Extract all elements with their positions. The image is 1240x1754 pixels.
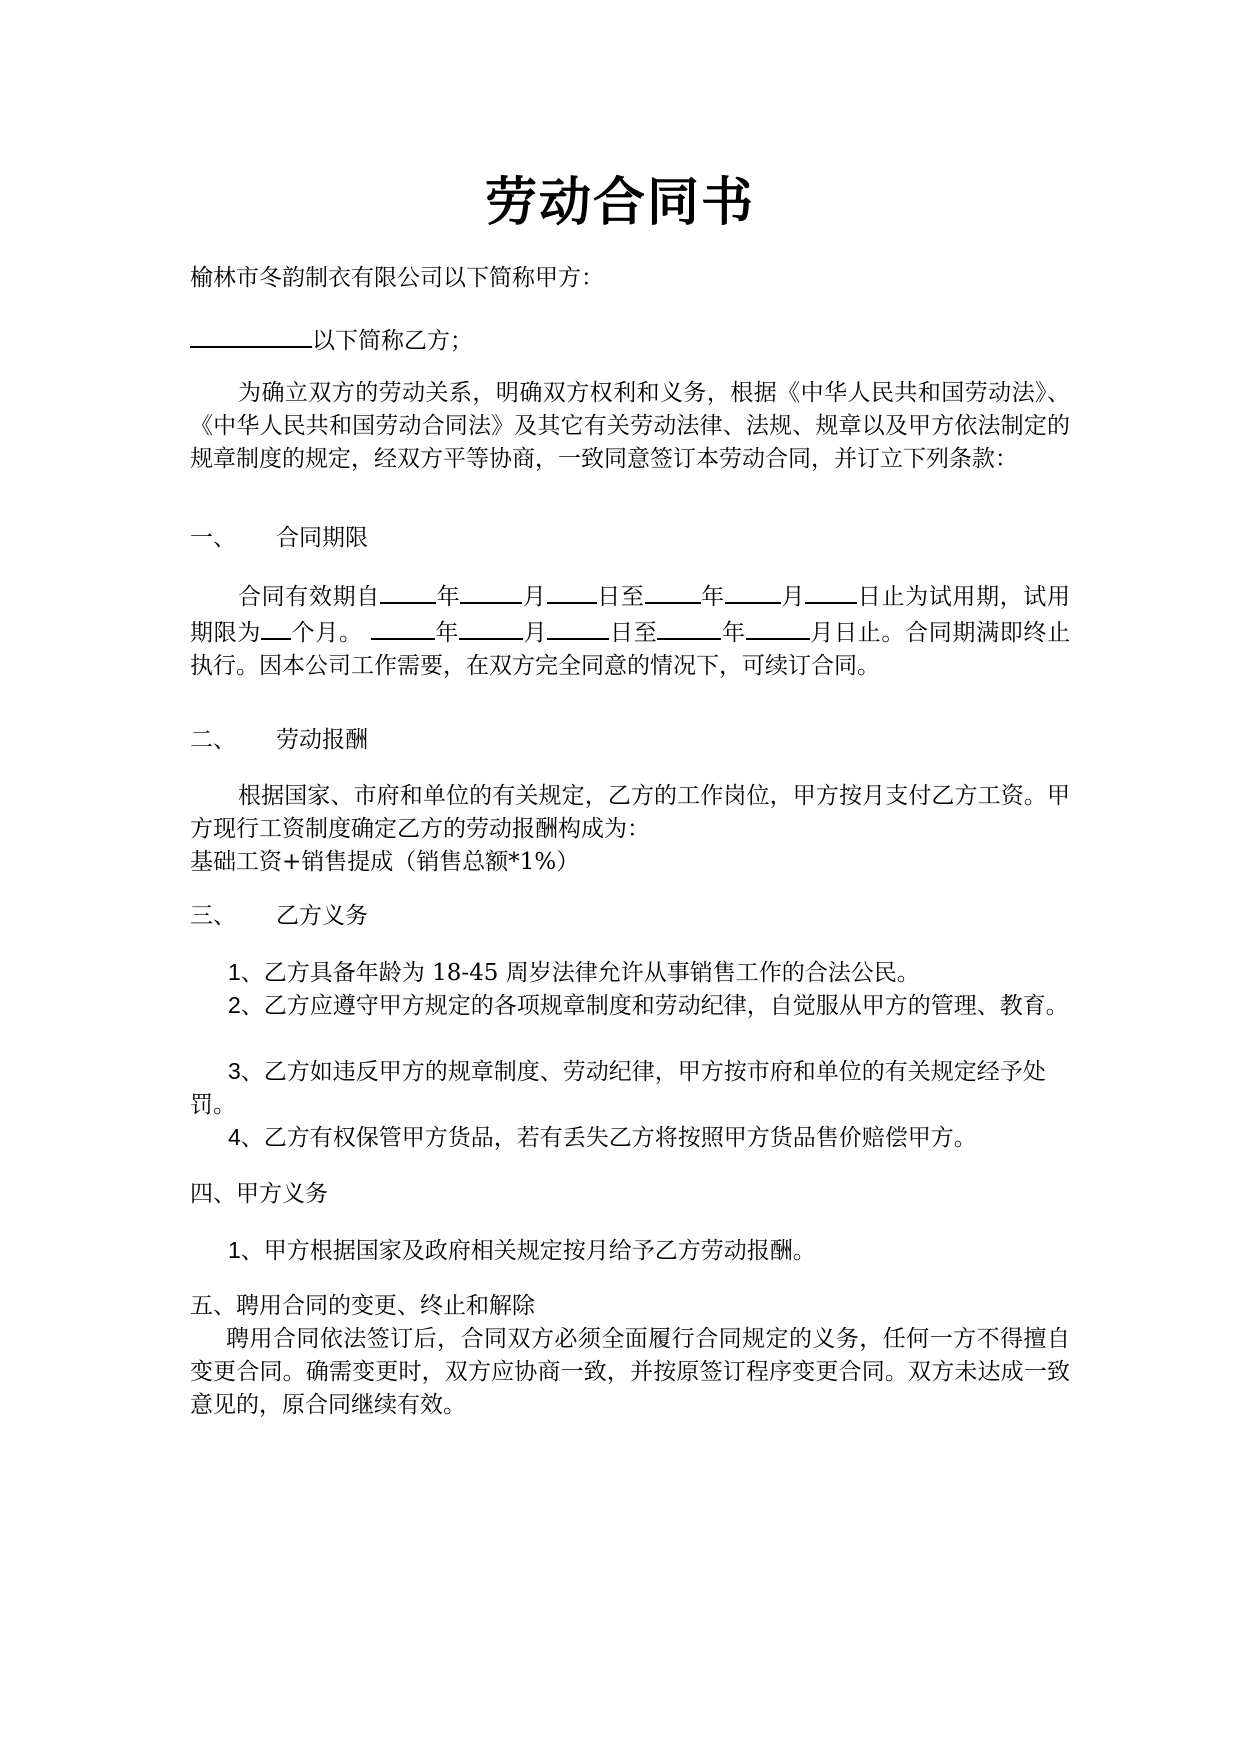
trial-tail-label: 日止为试用期，试用期限为	[190, 584, 1071, 646]
party-b-suffix: 以下简称乙方；	[312, 328, 473, 354]
party-b-line	[190, 322, 1070, 358]
end-year-blank[interactable]	[657, 614, 721, 640]
year-label: 年	[434, 620, 460, 646]
item-text: 、甲方根据国家及政府相关规定按月给予乙方劳动报酬。	[240, 1238, 816, 1264]
year-label: 年	[435, 584, 461, 610]
day-to-label: 日至	[596, 584, 645, 610]
end-tail-label: 日止。合同期满即终止执行。因本公司工作需要，在双方完全同意的情况下，可续订合同。	[190, 620, 1071, 679]
intro-paragraph: 为确立双方的劳动关系，明确双方权利和义务，根据《中华人民共和国劳动法》、《中华人民共和国劳动合同法》及其它有关劳动法律、法规、规章以及甲方依法制定的规章制度的规定，经双方平等协商，一致同意签订本劳动合同，并订立下列条款：	[190, 380, 1070, 472]
year-label: 年	[700, 584, 725, 610]
list-item	[190, 1234, 1070, 1268]
start-day-blank[interactable]	[547, 578, 597, 604]
item-number: 4	[228, 1124, 241, 1150]
party-a-line: 榆林市冬韵制衣有限公司以下简称甲方：	[190, 265, 604, 291]
month-label: 月	[780, 584, 806, 610]
section-3-title: 乙方义务	[276, 903, 368, 929]
section-2-title: 劳动报酬	[276, 727, 368, 753]
end-start-day-blank[interactable]	[547, 614, 609, 640]
document-title: 劳动合同书	[484, 173, 755, 233]
salary-formula: 基础工资+销售提成（销售总额*1%）	[190, 849, 580, 875]
section-2-paragraph: 根据国家、市府和单位的有关规定，乙方的工作岗位，甲方按月支付乙方工资。甲方现行工资制度确定乙方的劳动报酬构成为：	[190, 783, 1070, 842]
section-3-heading	[190, 900, 1070, 933]
list-item	[190, 989, 1070, 1023]
start-year-blank[interactable]	[380, 578, 436, 604]
section-1-title: 合同期限	[276, 525, 368, 551]
section-5-heading: 五、聘用合同的变更、终止和解除	[190, 1293, 535, 1319]
section-5-paragraph: 聘用合同依法签订后，合同双方必须全面履行合同规定的义务，任何一方不得擅自变更合同。确需变更时，双方应协商一致，并按原签订程序变更合同。双方未达成一致意见的，原合同继续有效。	[190, 1326, 1070, 1418]
trial-end-year-blank[interactable]	[645, 578, 701, 604]
item-number: 2	[228, 992, 241, 1018]
trial-end-month-blank[interactable]	[725, 578, 781, 604]
month-label: 月	[522, 584, 547, 610]
item-text: 、乙方具备年龄为 18-45 周岁法律允许从事销售工作的合法公民。	[240, 960, 920, 986]
year-label: 年	[721, 620, 746, 646]
section-2-heading	[190, 724, 1070, 757]
section-1-paragraph	[190, 578, 1070, 683]
item-number: 1	[228, 959, 241, 985]
section-3-number: 三、	[190, 903, 236, 929]
trial-end-day-blank[interactable]	[805, 578, 857, 604]
end-month-blank[interactable]	[746, 614, 810, 640]
section-4-heading: 四、甲方义务	[190, 1181, 328, 1207]
term-start-label: 合同有效期自	[238, 584, 380, 610]
section-1-number: 一、	[190, 525, 236, 551]
item-number: 1	[228, 1237, 241, 1263]
list-item	[190, 1121, 1070, 1155]
section-2-number: 二、	[190, 727, 236, 753]
item-number: 3	[228, 1058, 241, 1084]
end-start-year-blank[interactable]	[371, 614, 435, 640]
section-1-heading	[190, 522, 1070, 555]
month-label: 月	[523, 620, 548, 646]
trial-months-blank[interactable]	[261, 614, 291, 640]
end-start-month-blank[interactable]	[459, 614, 523, 640]
item-text: 、乙方应遵守甲方规定的各项规章制度和劳动纪律，自觉服从甲方的管理、教育。	[240, 993, 1069, 1019]
day-to-label: 日至	[609, 620, 658, 646]
list-item	[190, 1055, 1070, 1122]
months-label: 个月。	[291, 620, 363, 646]
month-label: 月	[809, 620, 835, 646]
item-text: 、乙方如违反甲方的规章制度、劳动纪律，甲方按市府和单位的有关规定经予处罚。	[190, 1059, 1046, 1118]
item-text: 、乙方有权保管甲方货品，若有丢失乙方将按照甲方货品售价赔偿甲方。	[240, 1125, 977, 1151]
party-b-blank[interactable]	[190, 322, 312, 348]
start-month-blank[interactable]	[460, 578, 522, 604]
list-item	[190, 956, 1070, 990]
